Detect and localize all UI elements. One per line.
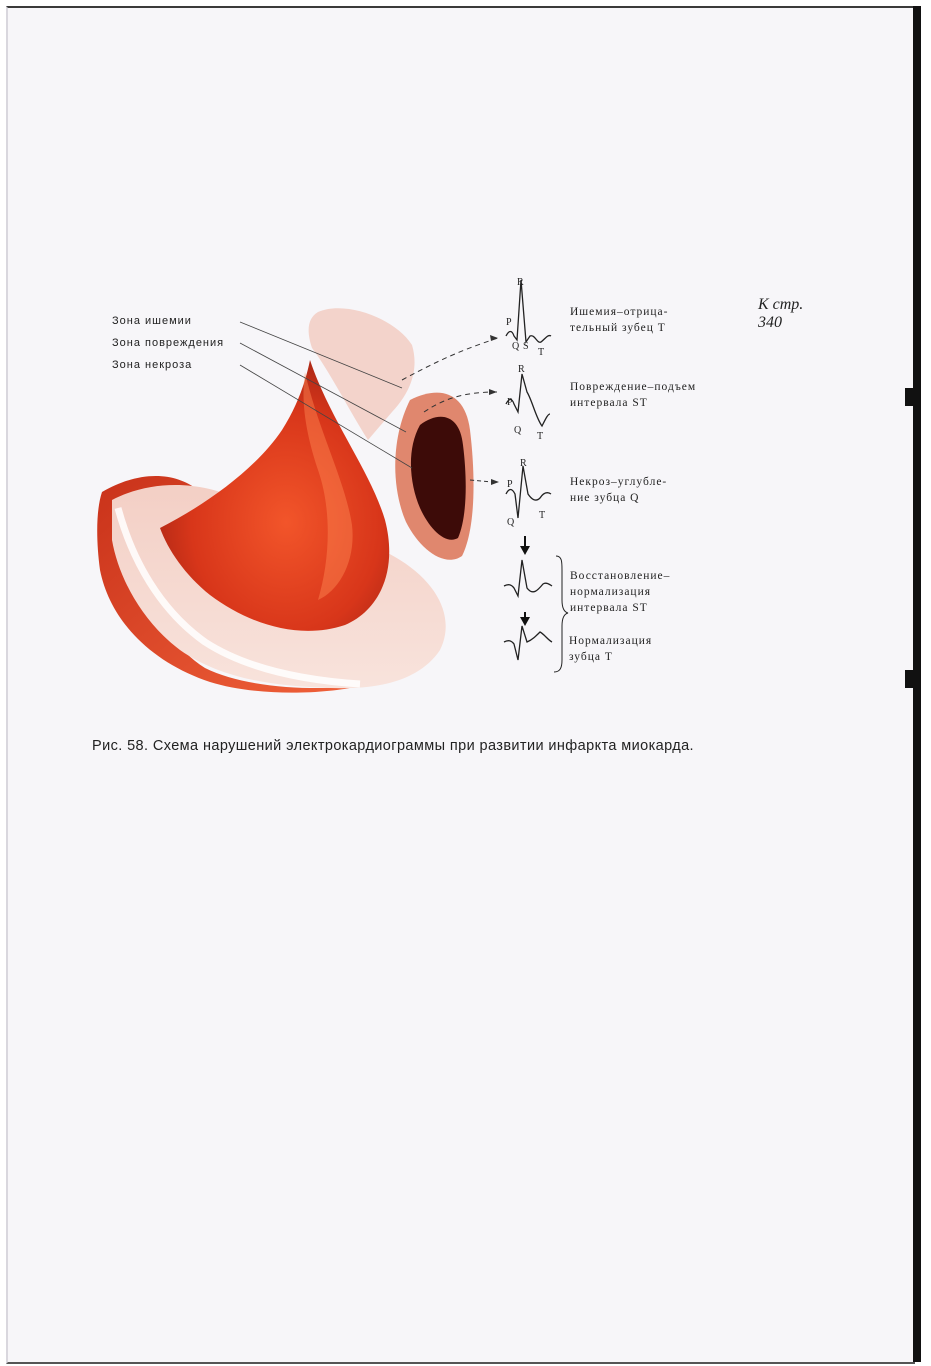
wave-q-2: Q [514,425,522,436]
stage-normalization-text: Нормализация зубца Т [569,635,653,663]
stage-necrosis-text: Некроз–углубле- ние зубца Q [570,476,668,504]
page-reference-line1: К стр. [758,296,804,313]
wave-s-1: S [523,341,529,352]
wave-q-1: Q [512,341,520,352]
stage-damage-text: Повреждение–подъем интервала ST [570,381,697,409]
wave-r-3: R [520,458,527,469]
wave-p-3: P [507,479,513,490]
wave-t-1: T [538,347,545,358]
page-reference-note [758,296,803,332]
wave-p-1: P [506,317,512,328]
ecg-trace-normalization [504,626,552,660]
page-reference-line2: 340 [758,314,782,331]
ecg-trace-recovery [504,560,552,596]
recovery-brace [554,556,568,672]
stage-recovery-text: Восстановление– нормализация интервала ST [570,570,671,614]
wave-t-2: T [537,431,544,442]
label-damage-zone: Зона повреждения [112,337,225,349]
stage-ischemia-text: Ишемия–отрица- тельный зубец Т [570,306,669,334]
wave-r-2: R [518,364,525,375]
wave-r-1: R [517,277,524,288]
arrow-down-icon [520,612,530,626]
ecg-trace-ischemia [506,280,551,342]
wave-p-2: P [507,397,513,408]
connector-ischemia [402,338,498,380]
figure-caption: Рис. 58. Схема нарушений электрокардиограммы при развитии инфаркта миокарда. [92,738,694,754]
wave-t-3: T [539,510,546,521]
arrow-down-icon [520,536,530,555]
label-ischemia-zone: Зона ишемии [112,315,192,327]
wave-q-3: Q [507,517,515,528]
label-necrosis-zone: Зона некроза [112,359,193,371]
